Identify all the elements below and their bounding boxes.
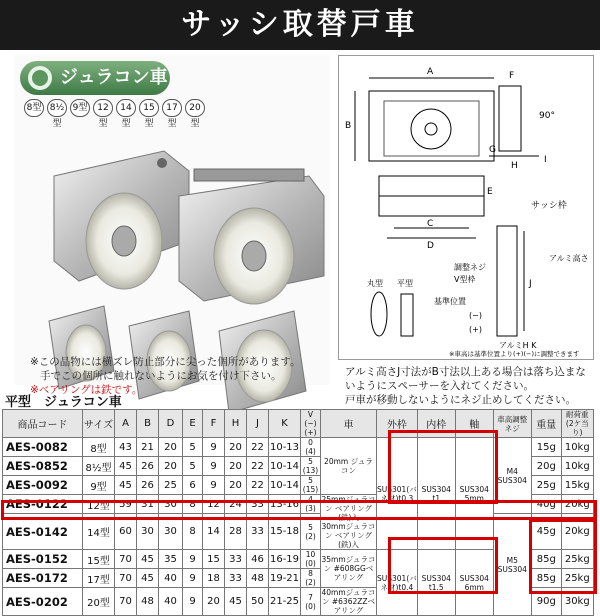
col-D: D: [159, 410, 183, 438]
cell-size: 8½型: [83, 457, 115, 476]
cell-V: [301, 588, 321, 616]
cell-V-plus: (3): [305, 504, 316, 513]
col-neji: 車高調整ネジ: [493, 410, 531, 438]
spec-header-row: [3, 410, 594, 438]
cell-A: 70: [115, 588, 137, 616]
cell-jiku-5: SUS304 5mm: [455, 438, 493, 550]
note-line: 手でこの個所に触れないようにお気を付け下さい。: [40, 370, 282, 382]
col-load-sub: (2ケ当り): [565, 419, 589, 437]
cell-A: 45: [115, 457, 137, 476]
cell-F: 20: [203, 588, 225, 616]
cell-H: 45: [225, 588, 247, 616]
cell-K: 16-19: [269, 550, 301, 569]
cell-V: [301, 514, 321, 550]
cell-code: AES-0852: [3, 457, 83, 476]
size-chip: 9型: [70, 99, 90, 117]
cell-F: 18: [203, 569, 225, 588]
cell-load: 20kg: [561, 495, 593, 514]
col-load: [561, 410, 593, 438]
label-F: F: [509, 71, 515, 81]
technical-diagram: [339, 56, 595, 361]
cell-A: 43: [115, 438, 137, 457]
cell-load: 10kg: [561, 457, 593, 476]
note-spacer: アルミ高さJ寸法がB寸法以上ある場合は落ち込まないようにスペーサーを入れてください。: [345, 366, 586, 392]
cell-E: 8: [183, 495, 203, 514]
cell-V-plus: (0): [305, 601, 316, 611]
spec-table: [2, 409, 594, 616]
cell-V-minus: 8: [308, 569, 313, 578]
cell-J: 46: [247, 550, 269, 569]
col-kuruma: 車: [321, 410, 377, 438]
cell-size: 20型: [83, 588, 115, 616]
cell-code: AES-0092: [3, 476, 83, 495]
cell-V-minus: 4: [308, 495, 313, 504]
size-chip: 8½型: [47, 99, 67, 117]
cell-A: 59: [115, 495, 137, 514]
cell-V-plus: (0): [305, 559, 316, 568]
cell-K: 19-21: [269, 569, 301, 588]
roller-large-right: [179, 169, 324, 304]
cell-load: 20kg: [561, 514, 593, 550]
cell-J: 22: [247, 476, 269, 495]
cell-K: 10-14: [269, 476, 301, 495]
size-chip: 12型: [93, 99, 113, 117]
cell-B: 30: [137, 514, 159, 550]
cell-kuruma-40: 40mmジュラコン #6362ZZベアリング: [321, 588, 376, 615]
cell-E: 6: [183, 476, 203, 495]
table-row: [3, 438, 594, 457]
label-note-small: ※車高は基準位置より(+)(−)に調整できます: [449, 350, 580, 358]
cell-D: 40: [159, 588, 183, 616]
col-V-plus: (+): [304, 428, 317, 437]
size-chip: 15型: [139, 99, 159, 117]
cell-weight: 90g: [531, 588, 561, 616]
label-I: I: [544, 155, 547, 165]
col-K: K: [269, 410, 301, 438]
cell-V: [301, 550, 321, 569]
page-title: サッシ取替戸車: [181, 7, 419, 42]
label-minus: (−): [469, 311, 482, 320]
label-plus: (+): [469, 325, 482, 334]
spec-table-title: 平型 ジュラコン車: [5, 395, 122, 410]
cell-code: AES-0082: [3, 438, 83, 457]
cell-V-plus: (15): [302, 485, 319, 494]
cell-D: 35: [159, 550, 183, 569]
cell-K: 10-13: [269, 438, 301, 457]
cell-V: [301, 569, 321, 588]
cell-D: 20: [159, 457, 183, 476]
note-screw: 戸車が移動しないようにネジ止めしてください。: [345, 394, 576, 406]
label-vwaku: V型枠: [454, 275, 476, 284]
cell-H: 33: [225, 569, 247, 588]
size-chip-list: [24, 99, 205, 129]
cell-H: 20: [225, 438, 247, 457]
cell-code: AES-0202: [3, 588, 83, 616]
label-alk: アルミH K: [499, 341, 537, 350]
cell-weight: 20g: [531, 457, 561, 476]
cell-J: 33: [247, 514, 269, 550]
cell-D: 40: [159, 569, 183, 588]
cell-neji-m5: M5 SUS304: [493, 514, 531, 616]
kuruma-30: 30mmジュラコン ベアリング(鉄)入: [321, 522, 376, 549]
cell-V-plus: (13): [302, 466, 319, 475]
label-G: G: [489, 145, 496, 155]
col-V-label: V: [307, 410, 314, 419]
cell-neji-m4: M4 SUS304: [493, 438, 531, 514]
col-sotowaku: 外枠: [377, 410, 418, 438]
cell-V-minus: 5: [308, 457, 313, 466]
col-uchiwaku: 内枠: [417, 410, 455, 438]
cell-V-minus: 10: [305, 550, 316, 559]
cell-load: 10kg: [561, 438, 593, 457]
cell-J: 22: [247, 457, 269, 476]
cell-D: 20: [159, 438, 183, 457]
note-line: ※この品物には横ズレ防止部分に尖った個所があります。: [30, 356, 301, 368]
label-kijun: 基準位置: [434, 297, 466, 306]
cell-size: 12型: [83, 495, 115, 514]
size-chip: 20型: [185, 99, 205, 117]
cell-K: 13-16: [269, 495, 301, 514]
col-V-minus: (−): [304, 419, 317, 428]
cell-J: 33: [247, 495, 269, 514]
size-chip: 8型: [24, 99, 44, 117]
cell-B: 45: [137, 550, 159, 569]
cell-A: 70: [115, 550, 137, 569]
col-B: B: [137, 410, 159, 438]
cell-kuruma-30: [321, 495, 377, 550]
dimension-drawing: [338, 55, 594, 360]
cell-B: 21: [137, 438, 159, 457]
roller-large-left: [54, 151, 189, 289]
cell-A: 70: [115, 569, 137, 588]
cell-D: 25: [159, 476, 183, 495]
cell-A: 60: [115, 514, 137, 550]
cell-sotowaku-03: SUS301(バネ材)t0.3: [377, 438, 418, 550]
cell-E: 5: [183, 438, 203, 457]
cell-code: AES-0152: [3, 550, 83, 569]
cell-sotowaku-04: SUS301(バネ材)t0.4: [377, 550, 418, 616]
cell-E: 5: [183, 457, 203, 476]
cell-weight: 85g: [531, 569, 561, 588]
cell-V-minus: 0: [308, 438, 313, 447]
cell-F: 9: [203, 476, 225, 495]
cell-K: 21-25: [269, 588, 301, 616]
cell-J: 50: [247, 588, 269, 616]
cell-V: [301, 438, 321, 457]
label-C: C: [427, 219, 434, 229]
cell-V-minus: 5: [308, 522, 313, 532]
badge-label: ジュラコン車: [60, 67, 168, 88]
cell-F: 9: [203, 438, 225, 457]
material-badge: [20, 61, 170, 95]
cell-size: 14型: [83, 514, 115, 550]
cell-B: 45: [137, 569, 159, 588]
cell-B: 31: [137, 495, 159, 514]
cell-E: 9: [183, 588, 203, 616]
label-angle: 90°: [539, 111, 555, 121]
label-maru: 丸型: [367, 279, 383, 288]
cell-F: 14: [203, 514, 225, 550]
col-A: A: [115, 410, 137, 438]
cell-K: 10-14: [269, 457, 301, 476]
cell-D: 30: [159, 495, 183, 514]
col-H: H: [225, 410, 247, 438]
cell-V-minus: 7: [308, 592, 313, 602]
cell-kuruma-20: 20mm ジュラコン: [321, 438, 377, 495]
table-row: [3, 514, 594, 550]
cell-V-minus: 5: [308, 476, 313, 485]
title-bar: [0, 0, 600, 50]
cell-H: 33: [225, 550, 247, 569]
label-sash: サッシ枠: [531, 201, 567, 211]
cell-H: 28: [225, 514, 247, 550]
cell-V: [301, 476, 321, 495]
label-hira: 平型: [397, 279, 413, 288]
col-J: J: [247, 410, 269, 438]
cell-K: 15-18: [269, 514, 301, 550]
cell-H: 20: [225, 476, 247, 495]
cell-kuruma-35: 35mmジュラコン #608GGベアリング: [321, 550, 377, 588]
cell-V-plus: (2): [305, 578, 316, 587]
cell-B: 26: [137, 457, 159, 476]
cell-V: [301, 457, 321, 476]
label-J: J: [529, 279, 532, 289]
cell-jiku-6: SUS304 6mm: [455, 550, 493, 616]
cell-B: 26: [137, 476, 159, 495]
cell-weight: 85g: [531, 550, 561, 569]
cell-size: 9型: [83, 476, 115, 495]
installation-note: [345, 365, 595, 407]
label-B: B: [345, 121, 352, 131]
cell-E: 9: [183, 550, 203, 569]
cell-F: 9: [203, 457, 225, 476]
cell-V: [301, 495, 321, 514]
size-chip: 17型: [162, 99, 182, 117]
cell-E: 8: [183, 514, 203, 550]
cell-A: 45: [115, 476, 137, 495]
cell-D: 30: [159, 514, 183, 550]
cell-V-plus: (4): [305, 447, 316, 456]
cell-F: 12: [203, 495, 225, 514]
cell-size: 17型: [83, 569, 115, 588]
label-A: A: [427, 67, 434, 77]
label-D: D: [427, 241, 434, 251]
cell-uchiwaku-t15: SUS304 t1.5: [417, 550, 455, 616]
label-E: E: [487, 187, 493, 197]
cell-J: 48: [247, 569, 269, 588]
note-line-bearing: ※ベアリングは鉄です。: [30, 384, 143, 396]
label-alumi: アルミ高さ: [549, 254, 589, 263]
cell-code: AES-0172: [3, 569, 83, 588]
cell-V-plus: (2): [305, 531, 316, 541]
cell-size: 15型: [83, 550, 115, 569]
cell-weight: 40g: [531, 495, 561, 514]
cell-load: 25kg: [561, 569, 593, 588]
cell-H: 24: [225, 495, 247, 514]
cell-F: 15: [203, 550, 225, 569]
cell-H: 20: [225, 457, 247, 476]
col-jiku: 軸: [455, 410, 493, 438]
col-E: E: [183, 410, 203, 438]
product-photo: [14, 55, 330, 385]
col-code: 商品コード: [3, 410, 83, 438]
label-H: H: [511, 161, 518, 171]
size-chip: 14型: [116, 99, 136, 117]
cell-weight: 15g: [531, 438, 561, 457]
cell-J: 22: [247, 438, 269, 457]
cell-uchiwaku-t1: SUS304 t1: [417, 438, 455, 550]
cell-weight: 25g: [531, 476, 561, 495]
cell-load: 25kg: [561, 550, 593, 569]
wheel-icon: [28, 66, 52, 90]
cell-weight: 45g: [531, 514, 561, 550]
cell-B: 48: [137, 588, 159, 616]
kuruma-25: 25mmジュラコン ベアリング(鉄)入: [321, 495, 376, 522]
cell-load: 15kg: [561, 476, 593, 495]
cell-code: AES-0142: [3, 514, 83, 550]
cell-code: AES-0122: [3, 495, 83, 514]
cell-E: 9: [183, 569, 203, 588]
col-F: F: [203, 410, 225, 438]
col-V: [301, 410, 321, 438]
label-adjust: 調整ネジ: [454, 263, 486, 272]
col-size: サイズ: [83, 410, 115, 438]
col-weight: 重量: [531, 410, 561, 438]
cell-size: 8型: [83, 438, 115, 457]
col-load-label: 耐荷重: [566, 410, 589, 419]
cell-load: 30kg: [561, 588, 593, 616]
